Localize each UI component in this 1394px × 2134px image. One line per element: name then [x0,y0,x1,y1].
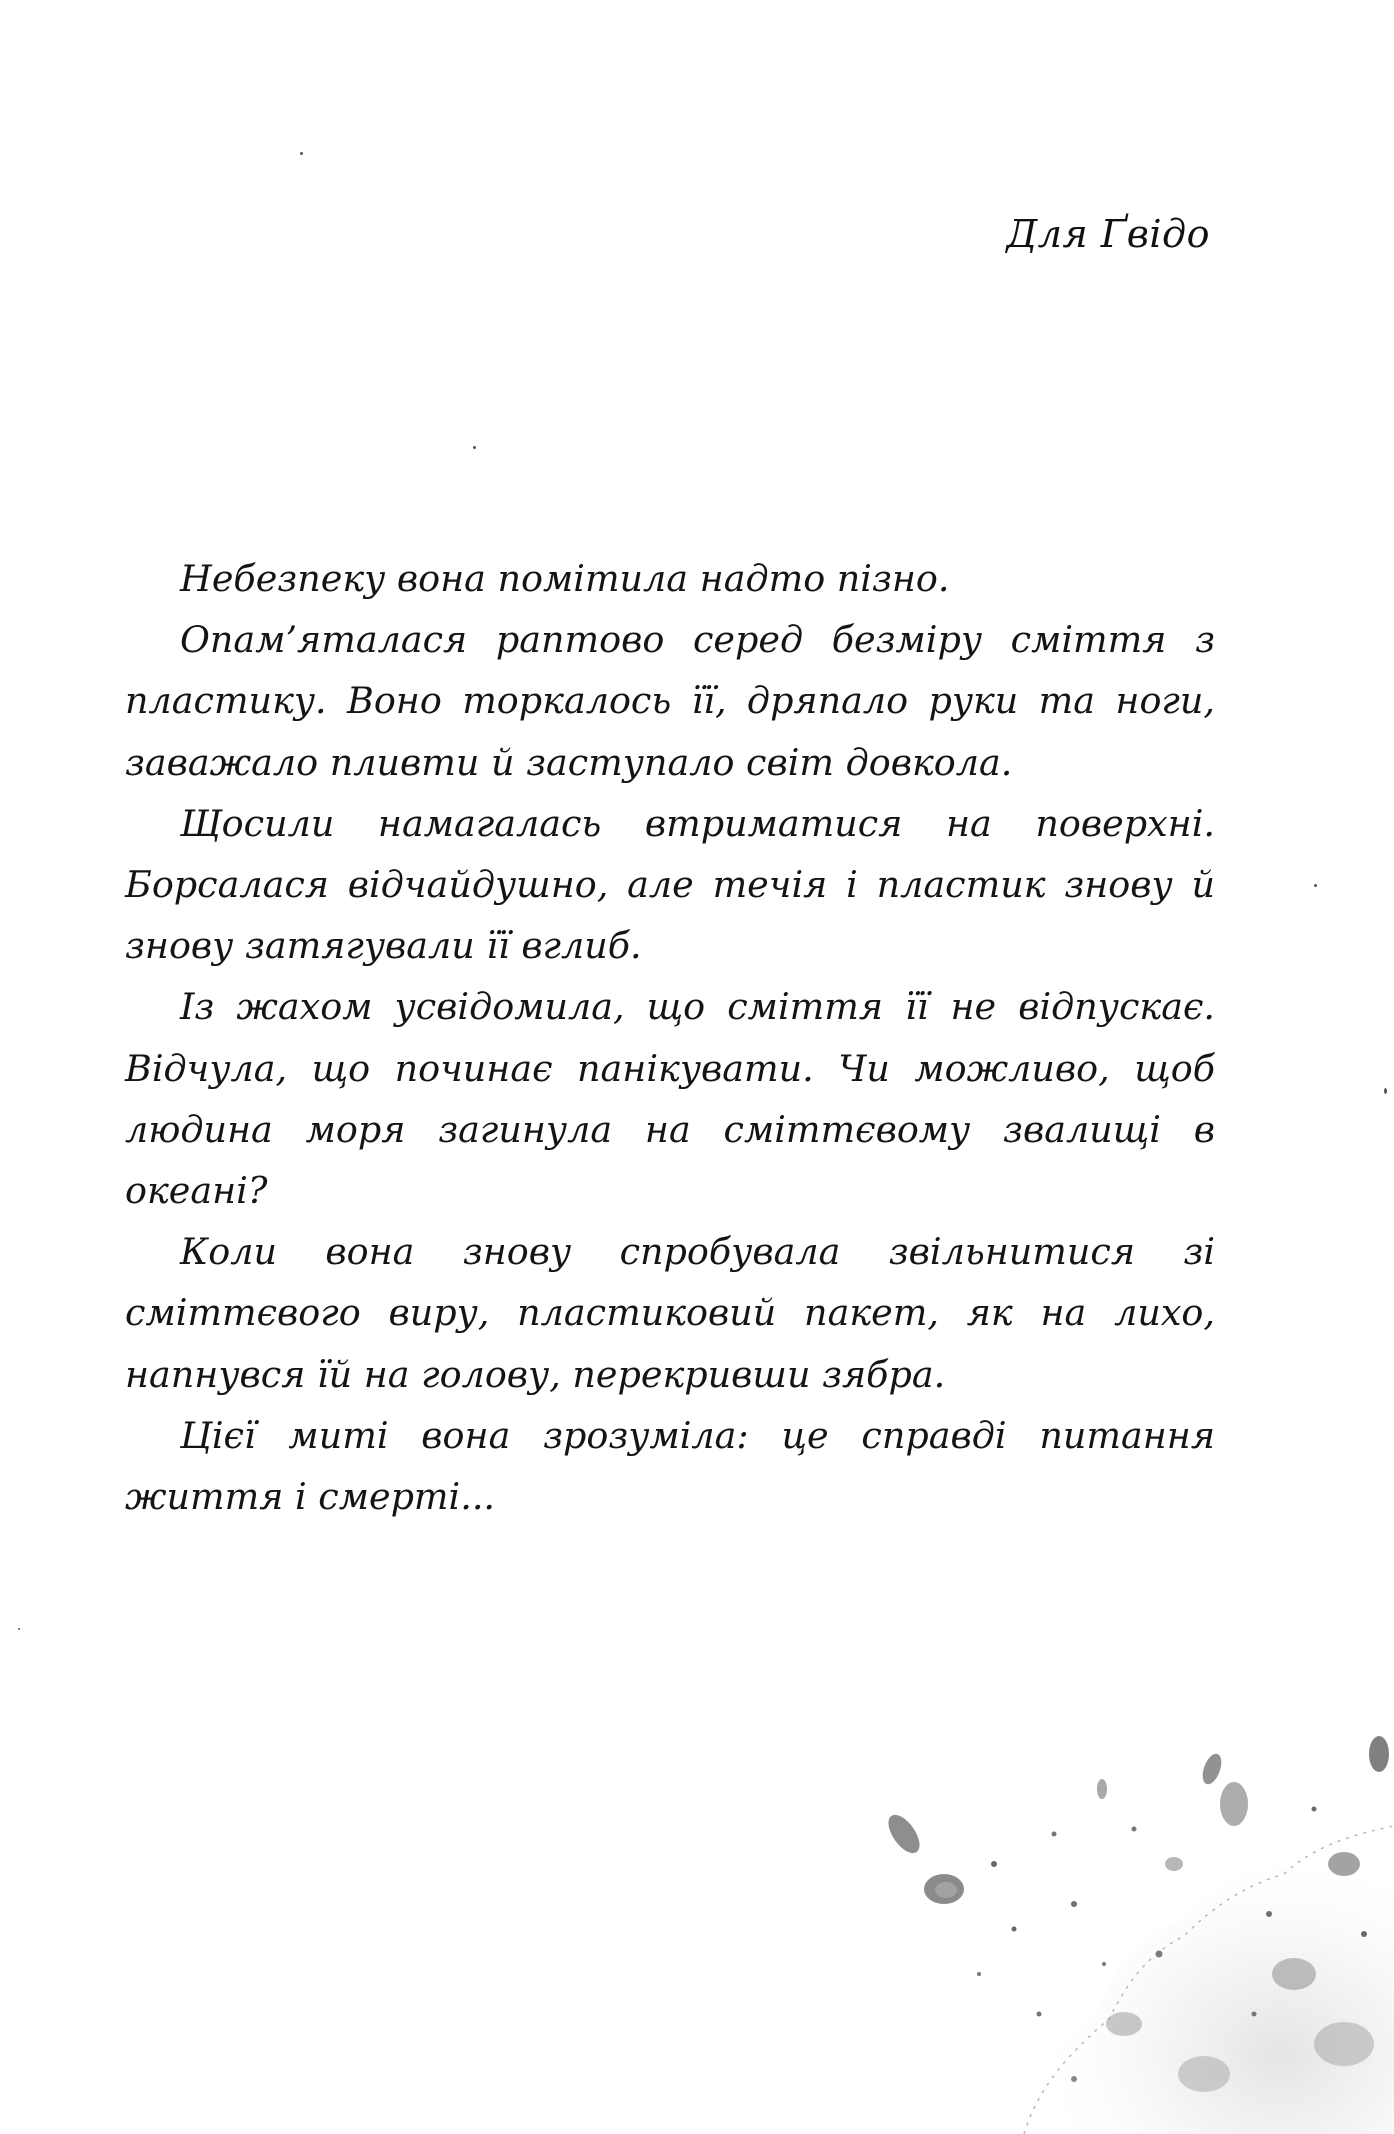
paragraph: Коли вона знову спробувала звільнитися зі сміттєвого виру, пластиковий пакет, як на лихо, напнувся їй на голову, перекривши зябра. [125,1230,1215,1396]
paragraph: Цієї миті вона зрозуміла: це справді питання життя і смерті... [125,1413,1215,1519]
scan-speck [1384,1088,1387,1094]
scan-speck [473,446,476,449]
paragraph: Щосили намагалась втриматися на поверхні. Борсалася відчайдушно, але течія і пластик знову й знову затягували її вглиб. [125,801,1215,968]
scan-speck [18,1628,20,1630]
scan-speck [300,152,303,155]
ink-splash-illustration [874,1714,1394,2134]
scan-speck [1314,884,1317,887]
dedication: Для Ґвідо [1006,212,1210,256]
prologue-text [125,548,1215,1527]
paragraph: Опам’яталася раптово серед безміру сміття з пластику. Воно торкалось її, дряпало руки та ноги, заважало пливти й заступало світ довкола. [125,618,1215,784]
paragraph: Із жахом усвідомила, що сміття її не відпускає. Відчула, що починає панікувати. Чи можливо, щоб людина моря загинула на сміттєвому звалищі в океані? [125,985,1215,1213]
paragraph: Небезпеку вона помітила надто пізно. [180,557,950,600]
